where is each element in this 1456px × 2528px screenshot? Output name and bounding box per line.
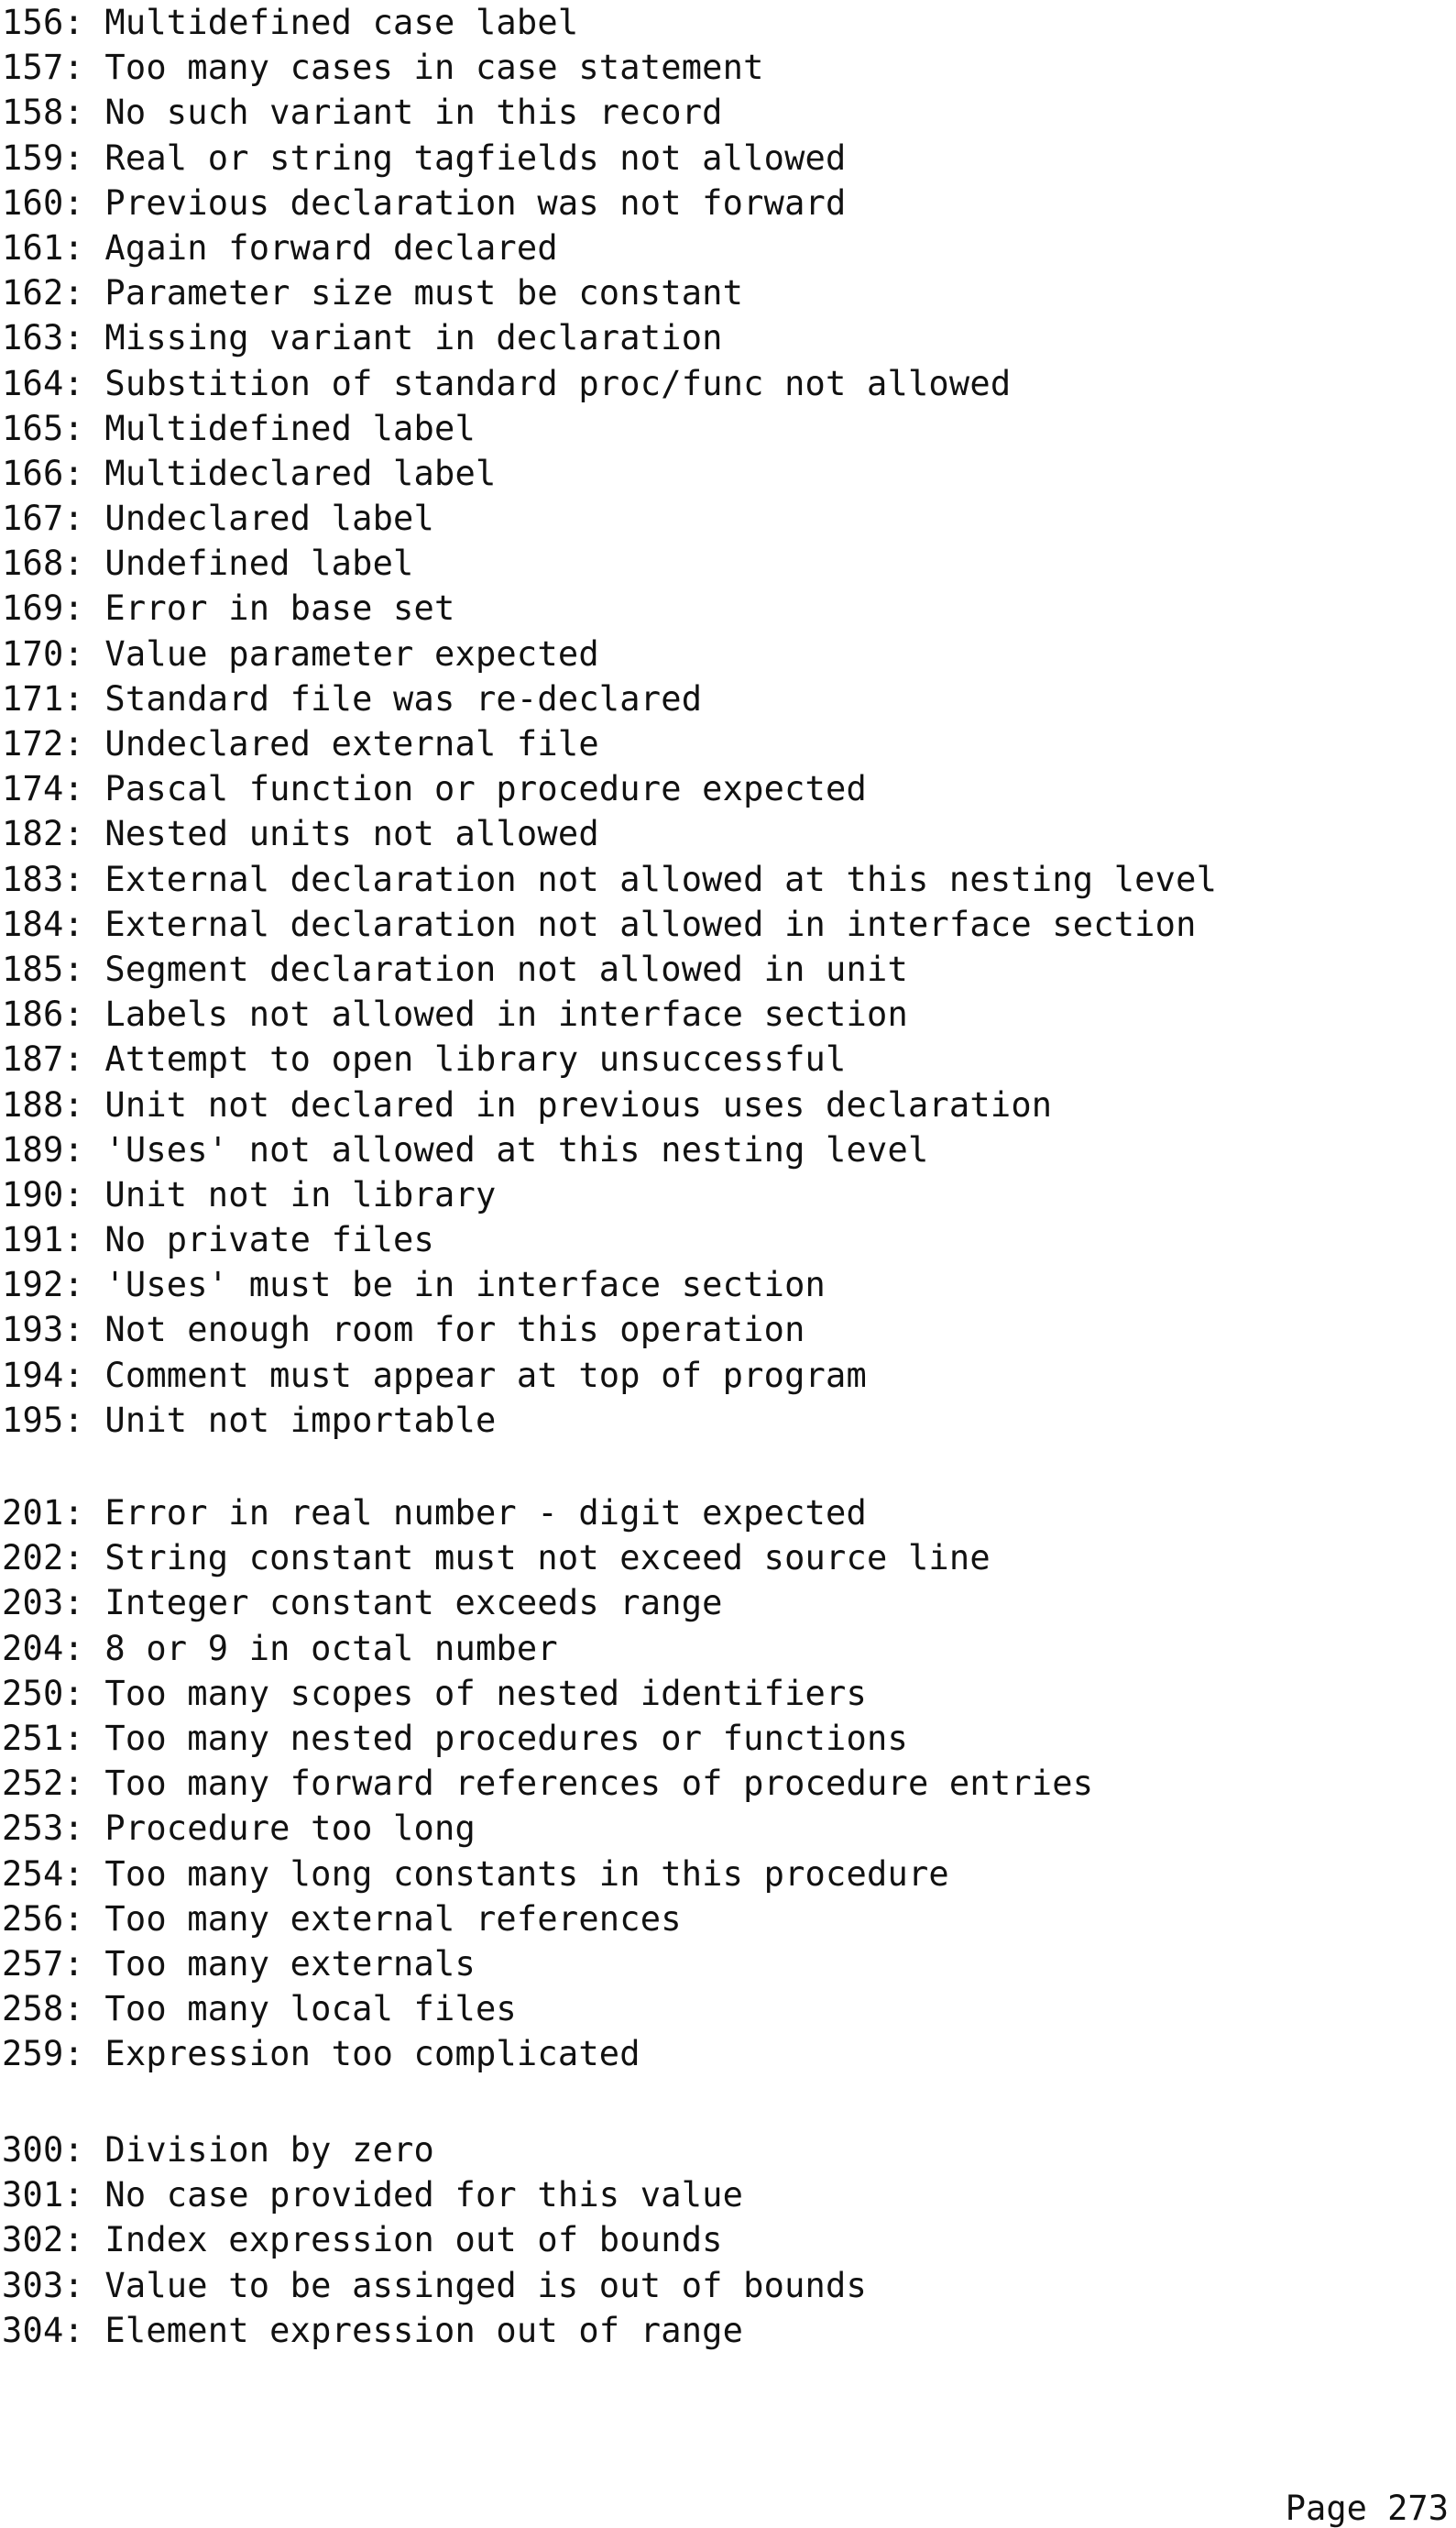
error-message-line: 188: Unit not declared in previous uses declaration <box>2 1084 1053 1125</box>
error-message-line: 163: Missing variant in declaration <box>2 318 723 358</box>
error-message-line: 167: Undeclared label <box>2 499 434 539</box>
error-message-line: 184: External declaration not allowed in interface section <box>2 904 1197 944</box>
error-message-line: 258: Too many local files <box>2 1989 517 2029</box>
error-message-line: 302: Index expression out of bounds <box>2 2220 723 2260</box>
error-message-line: 250: Too many scopes of nested identifiers <box>2 1673 867 1713</box>
error-message-line: 201: Error in real number - digit expected <box>2 1493 867 1533</box>
error-message-line: 157: Too many cases in case statement <box>2 48 764 88</box>
error-message-line: 193: Not enough room for this operation <box>2 1310 805 1350</box>
error-message-line: 202: String constant must not exceed source line <box>2 1538 991 1578</box>
error-message-line: 254: Too many long constants in this procedure <box>2 1853 949 1894</box>
error-message-line: 252: Too many forward references of procedure entries <box>2 1764 1094 1804</box>
error-message-line: 170: Value parameter expected <box>2 633 599 674</box>
error-message-line: 156: Multidefined case label <box>2 3 579 42</box>
error-message-line: 165: Multidefined label <box>2 408 476 448</box>
error-message-line: 253: Procedure too long <box>2 1808 476 1849</box>
error-message-line: 158: No such variant in this record <box>2 93 723 133</box>
error-message-line: 159: Real or string tagfields not allowed <box>2 137 847 178</box>
error-message-line: 162: Parameter size must be constant <box>2 273 744 313</box>
error-message-line: 259: Expression too complicated <box>2 2034 640 2074</box>
error-message-line: 303: Value to be assinged is out of bounds <box>2 2265 867 2305</box>
error-list-block <box>2 2127 867 2353</box>
error-list-block <box>2 0 1217 1443</box>
error-message-line: 186: Labels not allowed in interface section <box>2 995 908 1035</box>
page-number: Page 273 <box>1285 2489 1449 2528</box>
error-message-line: 169: Error in base set <box>2 588 455 629</box>
error-message-line: 174: Pascal function or procedure expected <box>2 769 867 809</box>
error-message-line: 164: Substition of standard proc/func not allowed <box>2 363 1012 403</box>
error-message-line: 189: 'Uses' not allowed at this nesting level <box>2 1129 929 1170</box>
error-message-line: 171: Standard file was re-declared <box>2 678 703 719</box>
error-list-block <box>2 1490 1093 2076</box>
error-message-line: 251: Too many nested procedures or functions <box>2 1718 908 1758</box>
error-message-line: 300: Division by zero <box>2 2130 434 2170</box>
error-message-line: 257: Too many externals <box>2 1943 476 1984</box>
error-message-line: 172: Undeclared external file <box>2 724 599 764</box>
error-message-line: 301: No case provided for this value <box>2 2175 744 2215</box>
error-message-line: 185: Segment declaration not allowed in unit <box>2 949 908 989</box>
error-message-line: 190: Unit not in library <box>2 1174 497 1215</box>
error-message-line: 183: External declaration not allowed at this nesting level <box>2 859 1218 899</box>
error-message-line: 256: Too many external references <box>2 1898 682 1939</box>
error-message-line: 204: 8 or 9 in octal number <box>2 1628 558 1668</box>
error-message-line: 203: Integer constant exceeds range <box>2 1583 723 1623</box>
error-message-line: 191: No private files <box>2 1220 434 1260</box>
error-message-line: 182: Nested units not allowed <box>2 814 599 854</box>
error-message-line: 166: Multideclared label <box>2 453 497 493</box>
error-message-line: 194: Comment must appear at top of program <box>2 1355 867 1395</box>
error-message-line: 160: Previous declaration was not forward <box>2 182 847 223</box>
error-message-line: 161: Again forward declared <box>2 227 558 268</box>
error-message-line: 168: Undefined label <box>2 544 414 584</box>
error-message-line: 195: Unit not importable <box>2 1400 497 1440</box>
error-message-line: 192: 'Uses' must be in interface section <box>2 1265 827 1305</box>
error-message-line: 187: Attempt to open library unsuccessful <box>2 1039 847 1080</box>
error-message-line: 304: Element expression out of range <box>2 2310 744 2350</box>
